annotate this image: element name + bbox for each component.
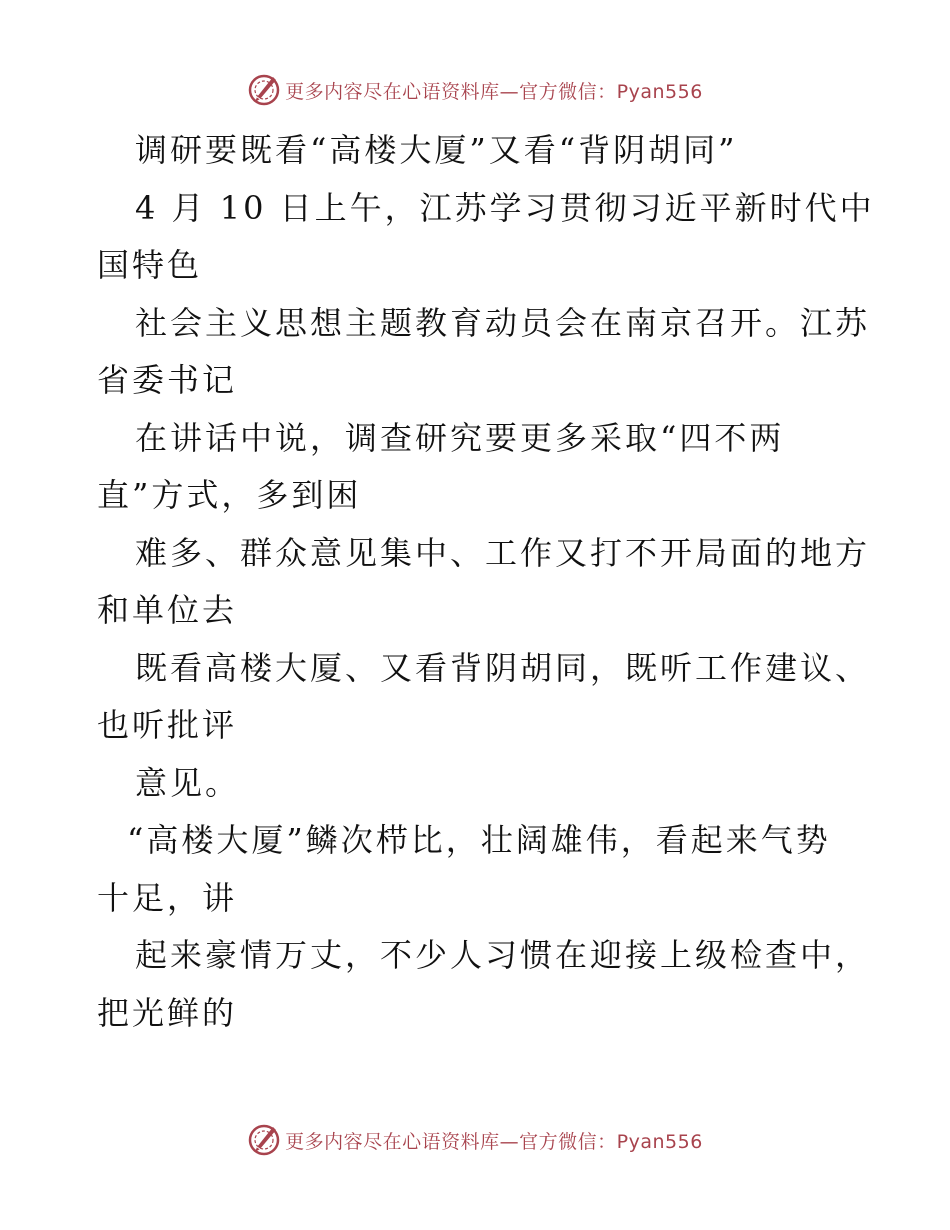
text-line: “高楼大厦”鳞次栉比，壮阔雄伟，看起来气势 bbox=[127, 821, 831, 859]
text-line: 也听批评 bbox=[97, 706, 238, 744]
text-line: 在讲话中说，调查研究要更多采取“四不两 bbox=[135, 418, 785, 457]
text-line: 既看高楼大厦、又看背阴胡同，既听工作建议、 bbox=[135, 648, 871, 687]
text-line: 直”方式，多到困 bbox=[97, 476, 362, 514]
text-line: 省委书记 bbox=[97, 361, 238, 399]
text-line: 国特色 bbox=[97, 246, 203, 284]
text-line: 社会主义思想主题教育动员会在南京召开。江苏 bbox=[135, 303, 871, 342]
watermark-text: 更多内容尽在心语资料库—官方微信：Pyan556 bbox=[285, 1130, 703, 1153]
text-line: 意见。 bbox=[135, 763, 241, 802]
text-line: 十足，讲 bbox=[97, 878, 238, 917]
header-watermark bbox=[0, 70, 950, 110]
document-title: 调研要既看“高楼大厦”又看“背阴胡同” bbox=[135, 131, 738, 169]
document-body bbox=[97, 122, 875, 1042]
quill-logo-icon bbox=[247, 1123, 281, 1157]
text-line: 和单位去 bbox=[97, 591, 238, 629]
footer-watermark bbox=[0, 1120, 950, 1160]
text-line: 起来豪情万丈，不少人习惯在迎接上级检查中， bbox=[135, 936, 871, 974]
watermark-text: 更多内容尽在心语资料库—官方微信：Pyan556 bbox=[285, 80, 703, 103]
text-line: 4 月 10 日上午，江苏学习贯彻习近平新时代中 bbox=[135, 188, 875, 227]
text-line: 把光鲜的 bbox=[97, 993, 238, 1032]
text-line: 难多、群众意见集中、工作又打不开局面的地方 bbox=[135, 533, 871, 572]
quill-logo-icon bbox=[247, 73, 281, 107]
